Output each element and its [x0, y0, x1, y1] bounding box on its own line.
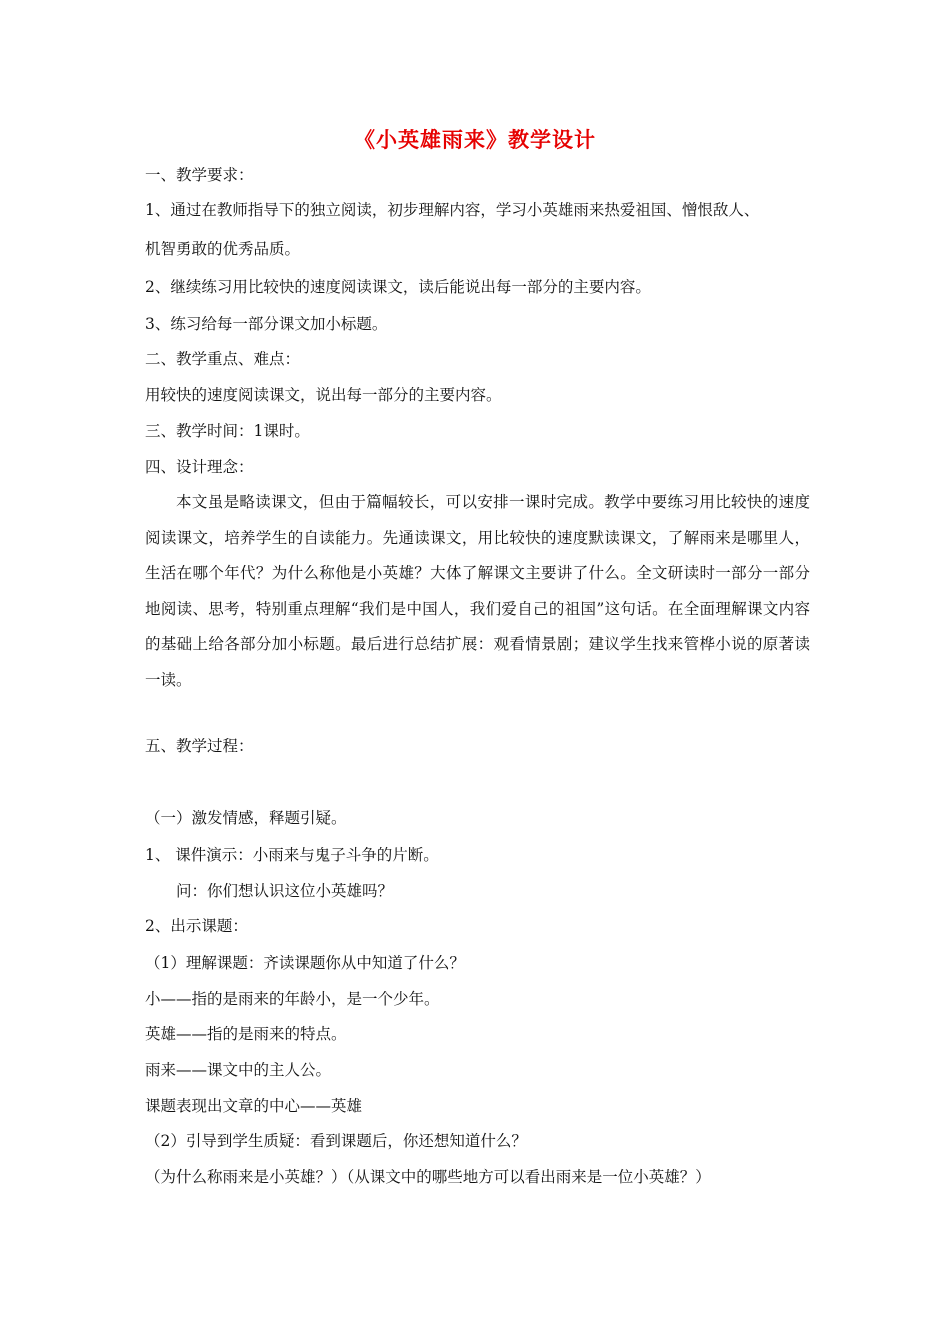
- section-heading-process: 五、教学过程：: [145, 737, 254, 755]
- title-explanation-yingxiong: 英雄——指的是雨来的特点。: [145, 1025, 347, 1043]
- student-questions: （为什么称雨来是小英雄？）（从课文中的哪些地方可以看出雨来是一位小英雄？）: [145, 1168, 711, 1186]
- process-question: 问：你们想认识这位小英雄吗？: [176, 882, 394, 900]
- section-heading-concept: 四、设计理念：: [145, 458, 254, 476]
- key-points-text: 用较快的速度阅读课文，说出每一部分的主要内容。: [145, 386, 502, 404]
- process-sub-item-2: （2）引导到学生质疑：看到课题后，你还想知道什么？: [145, 1132, 527, 1150]
- process-item-2: 2、出示课题：: [145, 917, 248, 935]
- title-center-statement: 课题表现出文章的中心——英雄: [145, 1097, 363, 1115]
- document-title: 《小英雄雨来》教学设计: [354, 127, 596, 152]
- title-explanation-xiao: 小——指的是雨来的年龄小，是一个少年。: [145, 990, 440, 1008]
- requirement-item-1-continued: 机智勇敢的优秀品质。: [145, 240, 301, 258]
- section-heading-time: 三、教学时间：1课时。: [145, 422, 310, 440]
- section-heading-key-points: 二、教学重点、难点：: [145, 350, 301, 368]
- title-explanation-yulai: 雨来——课文中的主人公。: [145, 1061, 332, 1079]
- requirement-item-1: 1、通过在教师指导下的独立阅读，初步理解内容，学习小英雄雨来热爱祖国、憎恨敌人、: [145, 201, 760, 219]
- process-step-1-heading: （一）激发情感，释题引疑。: [145, 809, 347, 827]
- concept-paragraph: 本文虽是略读课文，但由于篇幅较长，可以安排一课时完成。教学中要练习用比较快的速度阅读课文，培养学生的自读能力。先通读课文，用比较快的速度默读课文，了解雨来是哪里人，生活在哪个年代？为什么称他是小英雄？大体了解课文主要讲了什么。全文研读时一部分一部分地阅读、思考，特别重点理解“我们是中国人，我们爱自己的祖国”这句话。在全面理解课文内容的基础上给各部分加小标题。最后进行总结扩展：观看情景剧；建议学生找来管桦小说的原著读一读。: [145, 493, 810, 689]
- requirement-item-2: 2、继续练习用比较快的速度阅读课文，读后能说出每一部分的主要内容。: [145, 278, 651, 296]
- process-sub-item-1: （1）理解课题：齐读课题你从中知道了什么？: [145, 954, 465, 972]
- process-item-1: 1、 课件演示：小雨来与鬼子斗争的片断。: [145, 846, 439, 864]
- section-heading-requirements: 一、教学要求：: [145, 166, 254, 184]
- requirement-item-3: 3、练习给每一部分课文加小标题。: [145, 315, 388, 333]
